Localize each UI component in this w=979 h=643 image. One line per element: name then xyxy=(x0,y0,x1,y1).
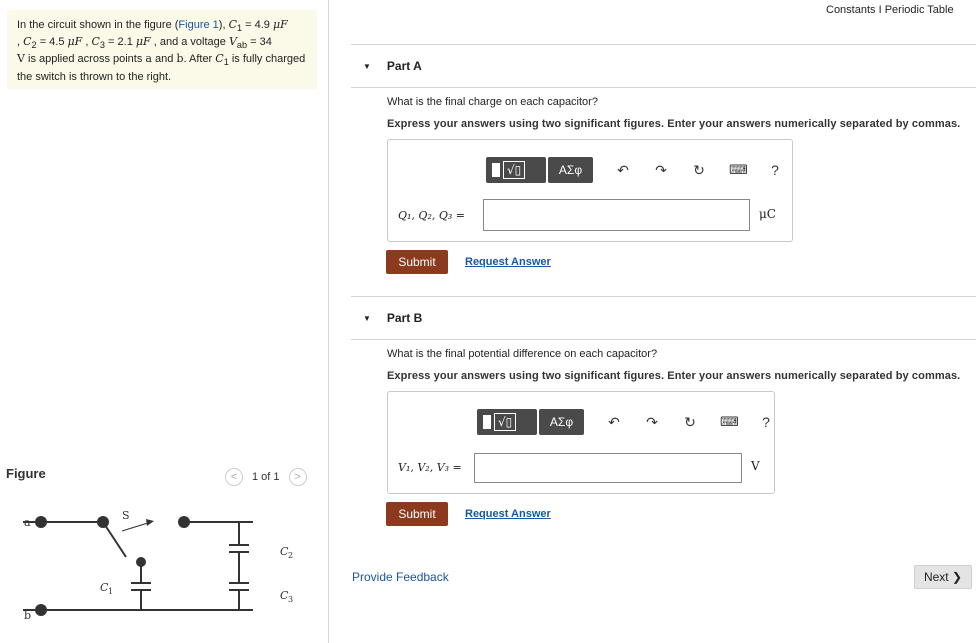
c3-value: = 2.1 xyxy=(105,36,136,49)
left-panel xyxy=(0,0,329,643)
terminal-a xyxy=(35,516,47,528)
label-s: S xyxy=(122,509,130,522)
part-b-answer-box xyxy=(387,391,775,494)
c3-symbol: C xyxy=(91,35,100,49)
switch-contact-right xyxy=(178,516,190,528)
part-a-question: What is the final charge on each capacitor? xyxy=(387,96,598,108)
collapse-triangle-icon: ▼ xyxy=(363,61,371,71)
template-square-icon xyxy=(492,163,500,177)
c1-symbol: C xyxy=(215,52,224,66)
c2-subscript: 2 xyxy=(31,40,37,51)
c1-value: = 4.9 xyxy=(242,19,273,31)
undo-icon[interactable]: ↶ xyxy=(608,413,620,430)
c2-value: = 4.5 xyxy=(36,36,68,49)
separator: , xyxy=(17,36,24,49)
greek-symbols-button[interactable]: ΑΣφ xyxy=(539,409,584,435)
part-b-unit: V xyxy=(751,459,760,473)
part-a-instruction: Express your answers using two significant figures. Enter your answers numerically separated by commas. xyxy=(387,118,961,130)
figure-link[interactable]: Figure 1 xyxy=(178,19,219,31)
c2-unit: μF xyxy=(67,35,83,49)
help-icon[interactable]: ? xyxy=(771,162,779,178)
circuit-diagram xyxy=(18,505,298,625)
switch-blade xyxy=(103,522,126,557)
problem-text: and xyxy=(151,53,177,66)
redo-icon[interactable]: ↷ xyxy=(655,161,667,178)
c3-subscript: 3 xyxy=(99,40,105,51)
reset-icon[interactable]: ↻ xyxy=(684,413,696,430)
provide-feedback-link[interactable]: Provide Feedback xyxy=(352,570,449,584)
point-b: b xyxy=(176,52,184,66)
label-c3: C xyxy=(280,589,289,602)
problem-text: , and a voltage xyxy=(150,36,229,49)
vab-symbol: V xyxy=(228,35,237,49)
prev-figure-button[interactable]: < xyxy=(225,468,243,486)
point-a: a xyxy=(145,52,152,66)
switch-contact-left xyxy=(97,516,109,528)
part-b-header[interactable] xyxy=(351,296,976,340)
label-c2-sub: 2 xyxy=(288,551,294,560)
c3-unit: μF xyxy=(135,35,151,49)
c1-symbol: C xyxy=(228,18,237,31)
part-a-toolbar xyxy=(486,157,783,183)
help-icon[interactable]: ? xyxy=(762,414,770,430)
top-links xyxy=(826,4,954,16)
switch-arrowhead xyxy=(146,519,154,526)
link-divider: I xyxy=(875,4,885,16)
terminal-b xyxy=(35,604,47,616)
reset-icon[interactable]: ↻ xyxy=(693,161,705,178)
redo-icon[interactable]: ↷ xyxy=(646,413,658,430)
label-c1-sub: 1 xyxy=(108,587,114,596)
problem-statement xyxy=(7,10,317,89)
vab-subscript: ab xyxy=(236,40,248,51)
label-c3-sub: 3 xyxy=(288,595,294,604)
undo-icon[interactable]: ↶ xyxy=(617,161,629,178)
vab-value: = 34 xyxy=(247,36,272,49)
problem-text: is applied across points xyxy=(24,53,146,66)
part-a-title: Part A xyxy=(386,59,422,73)
switch-pivot xyxy=(136,557,146,567)
figure-page-indicator: 1 of 1 xyxy=(252,471,280,483)
part-a-submit-button[interactable]: Submit xyxy=(386,250,448,274)
c1-subscript: 1 xyxy=(236,23,243,34)
problem-text: is fully charged the switch is thrown to the right. xyxy=(17,53,306,83)
template-square-icon xyxy=(483,415,491,429)
templates-button[interactable] xyxy=(486,157,546,183)
separator: , xyxy=(82,36,92,49)
constants-link[interactable]: Constants xyxy=(826,4,876,16)
problem-text: In the circuit shown in the figure ( xyxy=(17,19,179,31)
collapse-triangle-icon: ▼ xyxy=(363,313,371,323)
label-c2: C xyxy=(280,545,289,558)
part-b-question: What is the final potential difference on each capacitor? xyxy=(387,348,658,360)
vab-unit: V xyxy=(17,52,25,66)
label-a: a xyxy=(24,516,31,529)
next-button[interactable]: Next ❯ xyxy=(914,565,972,589)
part-a-equation-label: Q₁, Q₂, Q₃ = xyxy=(398,209,465,222)
part-b-request-answer-link[interactable]: Request Answer xyxy=(465,508,551,520)
c2-symbol: C xyxy=(23,35,32,49)
part-a-answer-input[interactable] xyxy=(483,199,750,231)
templates-button[interactable] xyxy=(477,409,537,435)
keyboard-icon[interactable]: ⌨ xyxy=(720,414,739,429)
part-b-toolbar xyxy=(477,409,774,435)
figure-pager xyxy=(225,468,307,486)
next-figure-button[interactable]: > xyxy=(289,468,307,486)
root-icon: √▯ xyxy=(494,413,516,431)
c1-unit: μF xyxy=(272,18,288,31)
part-b-equation-label: V₁, V₂, V₃ = xyxy=(398,461,462,474)
problem-text: . After xyxy=(183,53,216,66)
figure-heading: Figure xyxy=(6,466,46,481)
label-b: b xyxy=(24,609,32,622)
keyboard-icon[interactable]: ⌨ xyxy=(729,162,748,177)
part-a-unit: μC xyxy=(759,207,776,221)
part-b-instruction: Express your answers using two significant figures. Enter your answers numerically separated by commas. xyxy=(387,370,961,382)
periodic-table-link[interactable]: Periodic Table xyxy=(884,4,954,16)
part-b-title: Part B xyxy=(386,311,423,325)
greek-symbols-button[interactable]: ΑΣφ xyxy=(548,157,593,183)
problem-text: ), xyxy=(218,19,229,31)
part-b-submit-button[interactable]: Submit xyxy=(386,502,448,526)
part-b-answer-input[interactable] xyxy=(474,453,742,483)
part-a-request-answer-link[interactable]: Request Answer xyxy=(465,256,551,268)
part-a-header[interactable] xyxy=(351,44,976,88)
c1-subscript: 1 xyxy=(223,57,229,68)
root-icon: √▯ xyxy=(503,161,525,179)
part-a-answer-box xyxy=(387,139,793,242)
label-c1: C xyxy=(100,581,109,594)
